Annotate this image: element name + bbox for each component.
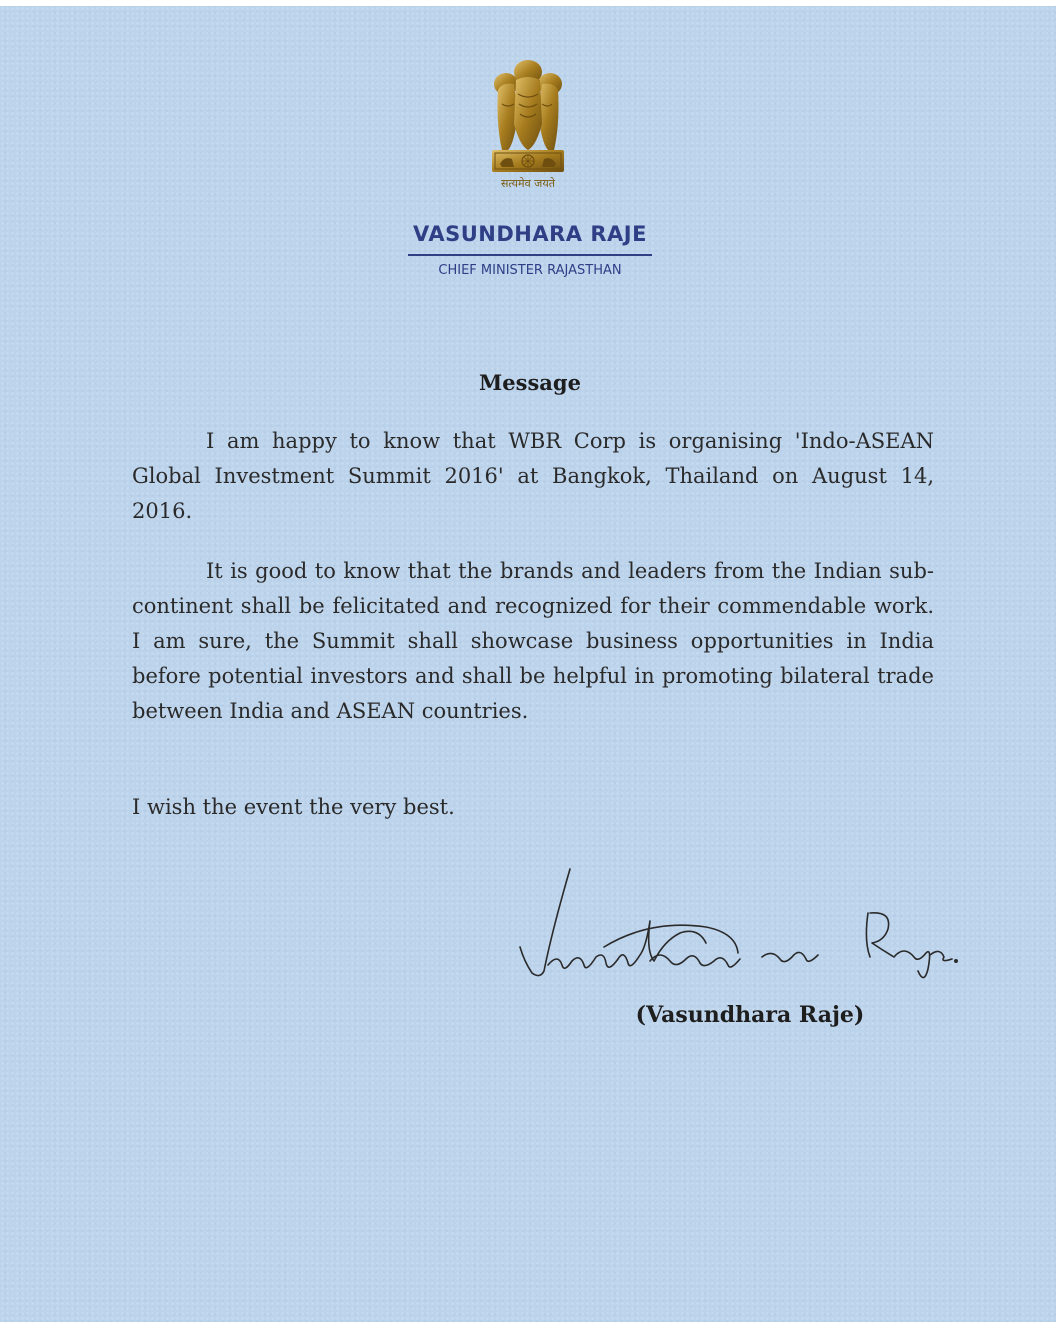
message-paragraph-2: It is good to know that the brands and leaders from the Indian sub-continent shall be felicitated and recognized for their commendable work. I am sure, the Summit shall showcase business opportunities in India before potential investors and shall be helpful in promoting bilateral trade between India and ASEAN countries.: [132, 559, 934, 723]
letterhead-name: VASUNDHARA RAJE: [413, 222, 647, 246]
letterhead-designation: CHIEF MINISTER RAJASTHAN: [438, 263, 622, 278]
letterhead-divider: [408, 254, 652, 256]
message-closing: I wish the event the very best.: [132, 795, 455, 819]
emblem-motto: सत्यमेव जयते: [500, 177, 555, 190]
message-paragraph-1: I am happy to know that WBR Corp is organising 'Indo-ASEAN Global Investment Summit 2016' at Bangkok, Thailand on August 14, 2016.: [132, 429, 934, 523]
message-title: Message: [479, 370, 581, 395]
handwritten-signature: [500, 861, 960, 991]
letter-page: [0, 6, 1056, 1322]
signatory-name: (Vasundhara Raje): [635, 1002, 865, 1028]
